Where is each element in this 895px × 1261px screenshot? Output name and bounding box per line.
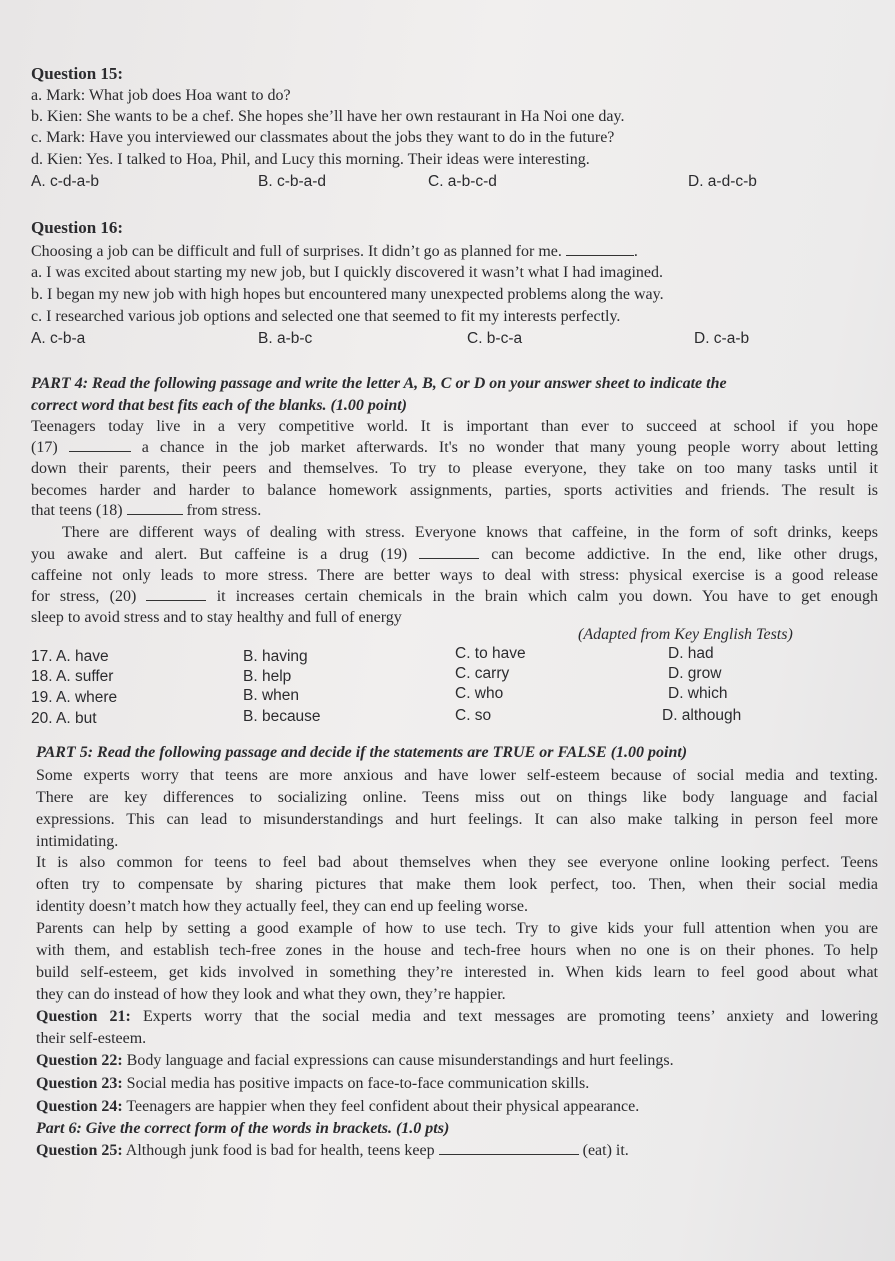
q16-line-a: a. I was excited about starting my new job, but I quickly discovered it wasn’t what I had imagined. xyxy=(31,264,663,281)
q16-stem xyxy=(31,242,638,262)
q18-option-b[interactable]: B. help xyxy=(243,668,292,685)
question-21 xyxy=(36,1007,878,1027)
part4-heading-line1: PART 4: Read the following passage and write the letter A, B, C or D on your answer sheet to indicate the xyxy=(31,375,727,392)
part4-passage-line9 xyxy=(31,587,878,607)
part4-heading-line2: correct word that best fits each of the blanks. (1.00 point) xyxy=(31,397,407,414)
part5-p1-line4: intimidating. xyxy=(36,833,119,850)
part6-heading: Part 6: Give the correct form of the words in brackets. (1.0 pts) xyxy=(36,1120,450,1137)
blank-20-lead: for stress, (20) xyxy=(31,588,137,605)
part5-p3-line3: build self-esteem, get kids involved in something they’re interested in. When kids learn to feel good about what xyxy=(36,964,878,981)
q25-label: Question 25: xyxy=(36,1142,123,1159)
q16-line-b: b. I began my new job with high hopes but encountered many unexpected problems along the way. xyxy=(31,286,664,303)
q20-option-a[interactable]: 20. A. but xyxy=(31,710,97,727)
q16-option-d[interactable]: D. c-a-b xyxy=(694,330,750,347)
q20-option-d[interactable]: D. although xyxy=(662,707,742,724)
part4-passage-line7-rest: can become addictive. In the end, like other drugs, xyxy=(491,546,879,563)
part5-heading: PART 5: Read the following passage and decide if the statements are TRUE or FALSE (1.00 point) xyxy=(36,744,688,761)
q16-stem-end: . xyxy=(633,243,638,260)
q15-line-d: d. Kien: Yes. I talked to Hoa, Phil, and Lucy this morning. Their ideas were interesting. xyxy=(31,151,590,168)
part4-passage-line8: caffeine not only leads to more stress. There are better ways to deal with stress: physical exercise is a good release xyxy=(31,567,878,584)
q15-line-b: b. Kien: She wants to be a chef. She hopes she’ll have her own restaurant in Ha Noi one day. xyxy=(31,108,625,125)
q16-option-c[interactable]: C. b-c-a xyxy=(467,330,523,347)
q21-text: Experts worry that the social media and text messages are promoting teens’ anxiety and lowering xyxy=(130,1008,879,1025)
q15-line-a: a. Mark: What job does Hoa want to do? xyxy=(31,87,291,104)
part5-p2-line2: often try to compensate by sharing pictures that make them look perfect, too. Then, when their social media xyxy=(36,876,878,893)
part5-p3-line2: with them, and establish tech-free zones in the house and tech-free hours when no one is on their phones. To help xyxy=(36,942,878,959)
question-22 xyxy=(36,1051,674,1071)
q15-line-c: c. Mark: Have you interviewed our classmates about the jobs they want to do in the future? xyxy=(31,129,615,146)
q22-label: Question 22: xyxy=(36,1052,123,1069)
question-23 xyxy=(36,1074,589,1094)
blank-17-number: (17) xyxy=(31,439,58,456)
q21-label: Question 21: xyxy=(36,1008,131,1025)
q15-option-d[interactable]: D. a-d-c-b xyxy=(688,173,757,190)
part4-source: (Adapted from Key English Tests) xyxy=(578,626,793,643)
q21-text-line2: their self-esteem. xyxy=(36,1030,147,1047)
blank-18-number: that teens (18) xyxy=(31,502,123,519)
part5-p1-line3: expressions. This can lead to misunderstandings and hurt feelings. It can also make talking in person feel more xyxy=(36,811,878,828)
q20-option-c[interactable]: C. so xyxy=(455,707,492,724)
blank-18[interactable] xyxy=(127,502,183,515)
blank-17[interactable] xyxy=(69,439,131,452)
q19-option-d[interactable]: D. which xyxy=(668,685,728,702)
q25-blank[interactable] xyxy=(439,1142,579,1155)
part5-p1-line2: There are key differences to socializing online. Teens miss out on things like body language and facial xyxy=(36,789,878,806)
q17-option-c[interactable]: C. to have xyxy=(455,645,526,662)
blank-19-lead: you awake and alert. But caffeine is a drug (19) xyxy=(31,546,408,563)
question-25 xyxy=(36,1141,629,1161)
q18-option-c[interactable]: C. carry xyxy=(455,665,510,682)
part4-passage-line10: sleep to avoid stress and to stay healthy and full of energy xyxy=(31,609,402,626)
q16-option-a[interactable]: A. c-b-a xyxy=(31,330,86,347)
part4-passage-line7 xyxy=(31,545,878,565)
q19-option-c[interactable]: C. who xyxy=(455,685,504,702)
q16-stem-text: Choosing a job can be difficult and full of surprises. It didn’t go as planned for me. xyxy=(31,243,562,260)
blank-19[interactable] xyxy=(419,546,479,559)
q16-blank[interactable] xyxy=(566,243,634,256)
q22-text: Body language and facial expressions can cause misunderstandings and hurt feelings. xyxy=(122,1052,674,1069)
q24-label: Question 24: xyxy=(36,1098,123,1115)
part4-passage-line6: There are different ways of dealing with stress. Everyone knows that caffeine, in the form of soft drinks, keeps xyxy=(62,524,878,541)
q25-end: (eat) it. xyxy=(582,1142,629,1159)
part4-passage-line5 xyxy=(31,501,261,521)
q15-option-b[interactable]: B. c-b-a-d xyxy=(258,173,327,190)
part4-passage-line9-rest: it increases certain chemicals in the brain which calm you down. You have to get enough xyxy=(216,588,878,605)
part4-passage-line1: Teenagers today live in a very competitive world. It is important than ever to succeed at school if you hope xyxy=(31,418,878,435)
q23-label: Question 23: xyxy=(36,1075,123,1092)
part5-p2-line1: It is also common for teens to feel bad about themselves when they see everyone online looking perfect. Teens xyxy=(36,854,878,871)
part4-passage-line4: becomes harder and harder to balance homework assignments, parties, sports activities and friends. The result is xyxy=(31,482,878,499)
q15-option-a[interactable]: A. c-d-a-b xyxy=(31,173,100,190)
q16-line-c: c. I researched various job options and selected one that seemed to fit my interests perfectly. xyxy=(31,308,621,325)
q24-text: Teenagers are happier when they feel confident about their physical appearance. xyxy=(122,1098,640,1115)
part5-p2-line3: identity doesn’t match how they actually feel, they can end up feeling worse. xyxy=(36,898,528,915)
q17-option-b[interactable]: B. having xyxy=(243,648,308,665)
q17-option-d[interactable]: D. had xyxy=(668,645,714,662)
part4-passage-line3: down their parents, their peers and themselves. To try to please everyone, they take on too many tasks until it xyxy=(31,460,878,477)
part4-passage-line2 xyxy=(31,438,878,458)
q16-title: Question 16: xyxy=(31,218,124,237)
part4-passage-line5-rest: from stress. xyxy=(186,502,262,519)
q15-title: Question 15: xyxy=(31,64,124,83)
q16-option-b[interactable]: B. a-b-c xyxy=(258,330,313,347)
question-24 xyxy=(36,1097,639,1117)
q17-option-a[interactable]: 17. A. have xyxy=(31,648,109,665)
q19-option-b[interactable]: B. when xyxy=(243,687,300,704)
q19-option-a[interactable]: 19. A. where xyxy=(31,689,118,706)
part5-p3-line4: they can do instead of how they look and what they own, they’re happier. xyxy=(36,986,506,1003)
blank-20[interactable] xyxy=(146,588,206,601)
q20-option-b[interactable]: B. because xyxy=(243,708,321,725)
q18-option-d[interactable]: D. grow xyxy=(668,665,722,682)
q15-option-c[interactable]: C. a-b-c-d xyxy=(428,173,497,190)
part5-p3-line1: Parents can help by setting a good example of how to use tech. Try to give kids your full attention when you are xyxy=(36,920,878,937)
q23-text: Social media has positive impacts on face-to-face communication skills. xyxy=(122,1075,590,1092)
part4-passage-line2-rest: a chance in the job market afterwards. It's no wonder that many young people worry about letting xyxy=(141,439,879,456)
q18-option-a[interactable]: 18. A. suffer xyxy=(31,668,114,685)
q25-text: Although junk food is bad for health, teens keep xyxy=(122,1142,435,1159)
part5-p1-line1: Some experts worry that teens are more anxious and have lower self-esteem because of social media and texting. xyxy=(36,767,878,784)
